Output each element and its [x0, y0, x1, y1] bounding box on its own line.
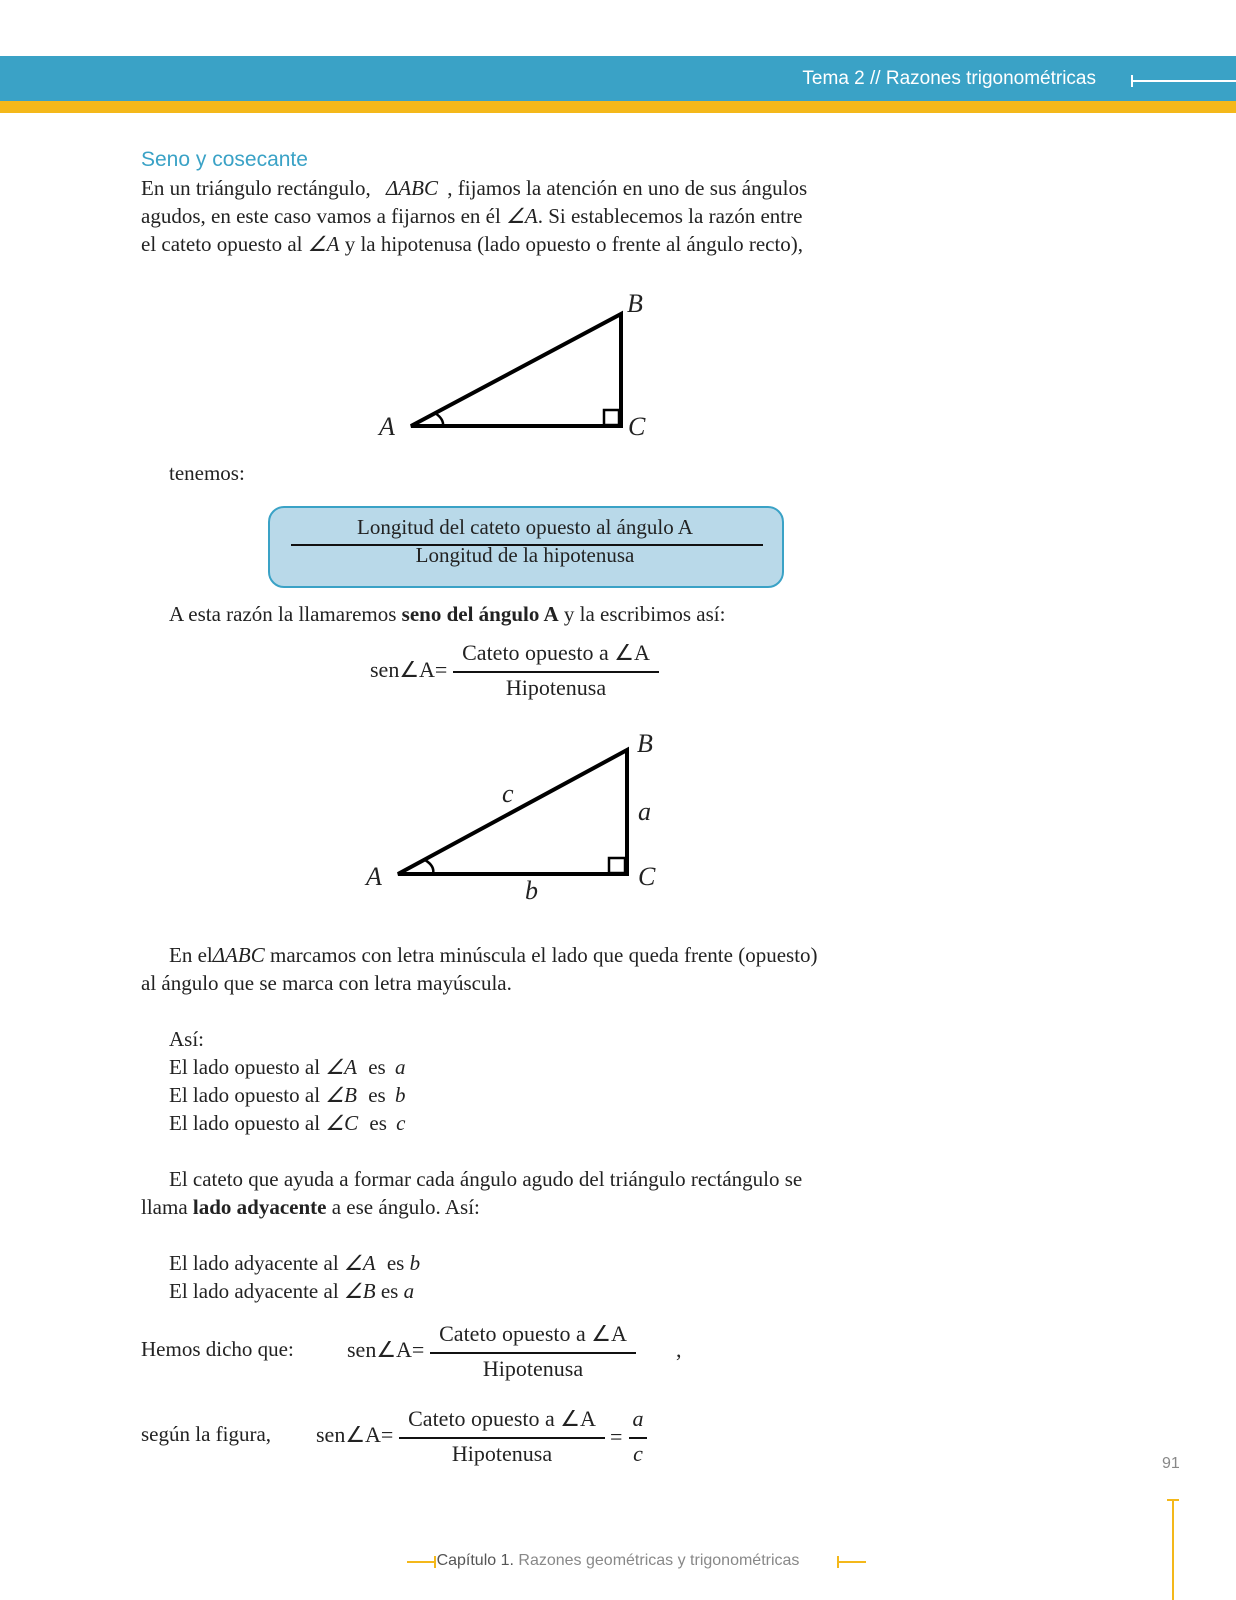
ratio-numerator: Longitud del cateto opuesto al ángulo A — [357, 515, 693, 539]
section-title: Seno y cosecante — [141, 148, 308, 171]
ratio-denominator: Longitud de la hipotenusa — [415, 543, 635, 567]
formula3-lhs: sen∠A= — [316, 1422, 394, 1447]
notation-line-1 — [169, 943, 818, 968]
formula2-denominator: Hipotenusa — [482, 1356, 584, 1381]
notation-text: En el — [169, 943, 213, 967]
page-number: 91 — [1162, 1455, 1180, 1472]
triangle2-side-a: a — [638, 797, 651, 826]
formula3-fraction-c: c — [633, 1441, 643, 1466]
adjacent-intro-line-2 — [141, 1195, 480, 1220]
triangle2-side-c: c — [502, 779, 514, 808]
intro-text: el cateto opuesto al — [141, 232, 303, 256]
adjacent-item-es: es — [386, 1251, 405, 1275]
adjacent-intro-line-1: El cateto que ayuda a formar cada ángulo agudo del triángulo rectángulo se — [169, 1167, 803, 1191]
formula1-lhs: sen∠A= — [370, 657, 448, 682]
definition-bold-term: seno del ángulo A — [401, 602, 559, 626]
opposite-item — [169, 1111, 405, 1136]
opposite-item-angle: ∠B — [325, 1083, 357, 1107]
right-angle-marker — [609, 858, 625, 873]
triangle-abc-symbol: ΔABC — [386, 176, 439, 200]
footer-chapter-title: Razones geométricas y trigonométricas — [518, 1552, 800, 1569]
opposite-item-es: es — [368, 1083, 386, 1107]
formula3-label: según la figura, — [141, 1422, 272, 1446]
opposite-item-es: es — [368, 1055, 386, 1079]
asi-label: Así: — [169, 1027, 205, 1051]
intro-text: . Si establecemos la razón entre — [537, 204, 803, 228]
definition-text: y la escribimos así: — [563, 602, 726, 626]
opposite-item-angle: ∠A — [325, 1055, 357, 1079]
formula2-lhs: sen∠A= — [347, 1337, 425, 1362]
triangle2-vertex-b: B — [637, 729, 653, 758]
intro-text: En un triángulo rectángulo, — [141, 176, 371, 200]
adjacent-intro-text: llama — [141, 1195, 188, 1219]
triangle2-side-b: b — [525, 876, 538, 905]
definition-text: A esta razón la llamaremos — [169, 602, 397, 626]
opposite-item-side: b — [394, 1083, 406, 1107]
margin-rule — [1172, 1500, 1174, 1600]
opposite-item-text: El lado opuesto al — [169, 1111, 321, 1135]
header-title: Tema 2 // Razones trigonométricas — [802, 68, 1096, 89]
triangle-2-shape — [398, 750, 627, 874]
angle-a-symbol: ∠A — [307, 232, 340, 256]
triangle1-vertex-b: B — [627, 289, 643, 318]
notation-line-2: al ángulo que se marca con letra mayúscula. — [141, 971, 512, 995]
intro-text: y la hipotenusa (lado opuesto o frente al ángulo recto), — [344, 232, 804, 256]
adjacent-item-angle: ∠A — [343, 1251, 376, 1275]
triangle1-vertex-a: A — [379, 412, 395, 441]
formula3-small-fraction-bar — [629, 1437, 647, 1439]
opposite-item — [169, 1055, 405, 1080]
margin-rule-tick — [1167, 1499, 1179, 1501]
tenemos-label: tenemos: — [169, 461, 245, 485]
adjacent-item — [169, 1251, 420, 1276]
notation-text: marcamos con letra minúscula el lado que queda frente (opuesto) — [269, 943, 818, 967]
adjacent-item-es: es — [380, 1279, 399, 1303]
opposite-item-side: c — [396, 1111, 406, 1135]
formula1-denominator: Hipotenusa — [505, 675, 607, 700]
formula3-fraction-a: a — [632, 1406, 644, 1431]
triangle-abc-symbol: ΔABC — [212, 943, 265, 967]
formula2-trailing-comma: , — [676, 1337, 682, 1362]
adjacent-item-side: a — [403, 1279, 415, 1303]
formula3-numerator: Cateto opuesto a ∠A — [408, 1406, 596, 1431]
formula2-fraction-bar — [430, 1352, 636, 1354]
intro-text: , fijamos la atención en uno de sus ángulos — [447, 176, 808, 200]
intro-text: agudos, en este caso vamos a fijarnos en él — [141, 204, 501, 228]
footer — [0, 1552, 1236, 1570]
formula2-label: Hemos dicho que: — [141, 1337, 294, 1361]
adjacent-item — [169, 1279, 414, 1304]
formula3-equals: = — [610, 1424, 623, 1449]
opposite-item-text: El lado opuesto al — [169, 1083, 321, 1107]
angle-a-symbol: ∠A — [506, 204, 538, 228]
footer-chapter: Capítulo 1. — [436, 1552, 514, 1569]
footer-rule-right — [838, 1561, 866, 1563]
formula3-fraction-bar — [399, 1437, 605, 1439]
adjacent-intro-text: a ese ángulo. Así: — [331, 1195, 480, 1219]
opposite-item-side: a — [394, 1055, 406, 1079]
formula2-numerator: Cateto opuesto a ∠A — [439, 1321, 627, 1346]
adjacent-item-text: El lado adyacente al — [169, 1251, 339, 1275]
triangle1-vertex-c: C — [628, 412, 646, 441]
angle-arc-a — [425, 860, 433, 874]
formula3-denominator: Hipotenusa — [451, 1441, 553, 1466]
adjacent-item-text: El lado adyacente al — [169, 1279, 339, 1303]
triangle2-vertex-a: A — [366, 862, 382, 891]
opposite-item-angle: ∠C — [325, 1111, 359, 1135]
adjacent-bold-term: lado adyacente — [192, 1195, 327, 1219]
adjacent-item-angle: ∠B — [343, 1279, 376, 1303]
formula1-numerator: Cateto opuesto a ∠A — [462, 640, 650, 665]
adjacent-item-side: b — [409, 1251, 421, 1275]
opposite-item-text: El lado opuesto al — [169, 1055, 321, 1079]
triangle2-vertex-c: C — [638, 862, 656, 891]
opposite-item — [169, 1083, 405, 1108]
opposite-item-es: es — [369, 1111, 387, 1135]
